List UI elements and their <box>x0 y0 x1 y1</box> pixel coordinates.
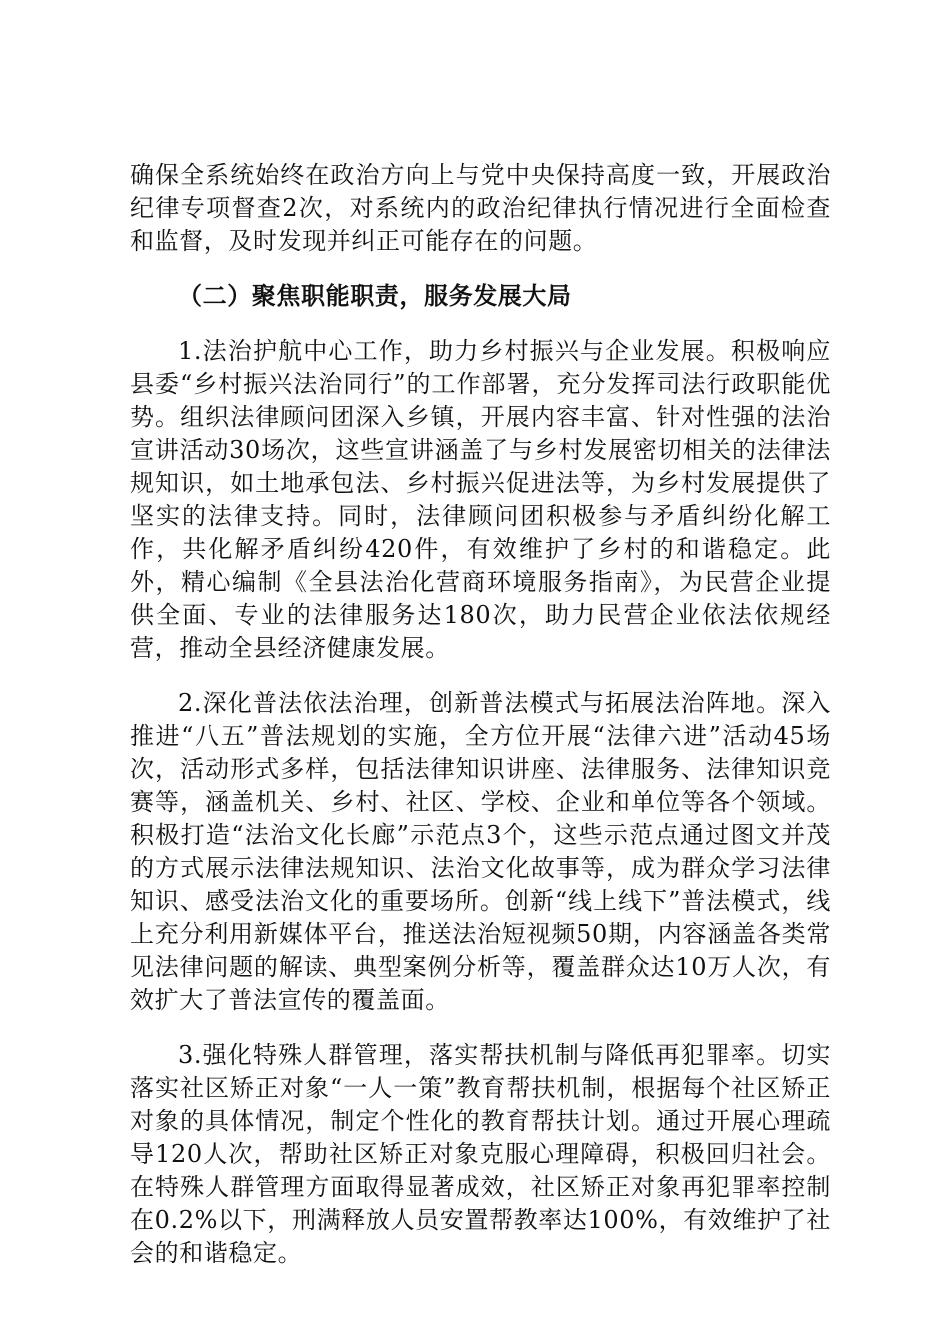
document-body <box>130 159 831 1270</box>
paragraph-item-1: 1.法治护航中心工作，助力乡村振兴与企业发展。积极响应县委“乡村振兴法治同行”的工作部署，充分发挥司法行政职能优势。组织法律顾问团深入乡镇，开展内容丰富、针对性强的法治宣讲活动30场次，这些宣讲涵盖了与乡村发展密切相关的法律法规知识，如土地承包法、乡村振兴促进法等，为乡村发展提供了坚实的法律支持。同时，法律顾问团积极参与矛盾纠纷化解工作，共化解矛盾纠纷420件，有效维护了乡村的和谐稳定。此外，精心编制《全县法治化营商环境服务指南》，为民营企业提供全面、专业的法律服务达180次，助力民营企业依法依规经营，推动全县经济健康发展。 <box>130 337 831 662</box>
section-heading: （二）聚焦职能职责，服务发展大局 <box>178 282 572 310</box>
paragraph-item-3: 3.强化特殊人群管理，落实帮扶机制与降低再犯罪率。切实落实社区矫正对象“一人一策”教育帮扶机制，根据每个社区矫正对象的具体情况，制定个性化的教育帮扶计划。通过开展心理疏导120人次，帮助社区矫正对象克服心理障碍，积极回归社会。在特殊人群管理方面取得显著成效，社区矫正对象再犯罪率控制在0.2%以下，刑满释放人员安置帮教率达100%，有效维护了社会的和谐稳定。 <box>130 1041 831 1267</box>
paragraph-item-2: 2.深化普法依法治理，创新普法模式与拓展法治阵地。深入推进“八五”普法规划的实施，全方位开展“法律六进”活动45场次，活动形式多样，包括法律知识讲座、法律服务、法律知识竞赛等，涵盖机关、乡村、社区、学校、企业和单位等各个领域。积极打造“法治文化长廊”示范点3个，这些示范点通过图文并茂的方式展示法律法规知识、法治文化故事等，成为群众学习法律知识、感受法治文化的重要场所。创新“线上线下”普法模式，线上充分利用新媒体平台，推送法治短视频50期，内容涵盖各类常见法律问题的解读、典型案例分析等，覆盖群众达10万人次，有效扩大了普法宣传的覆盖面。 <box>130 689 831 1014</box>
paragraph-continuation: 确保全系统始终在政治方向上与党中央保持高度一致，开展政治纪律专项督查2次，对系统内的政治纪律执行情况进行全面检查和监督，及时发现并纠正可能存在的问题。 <box>130 161 831 255</box>
